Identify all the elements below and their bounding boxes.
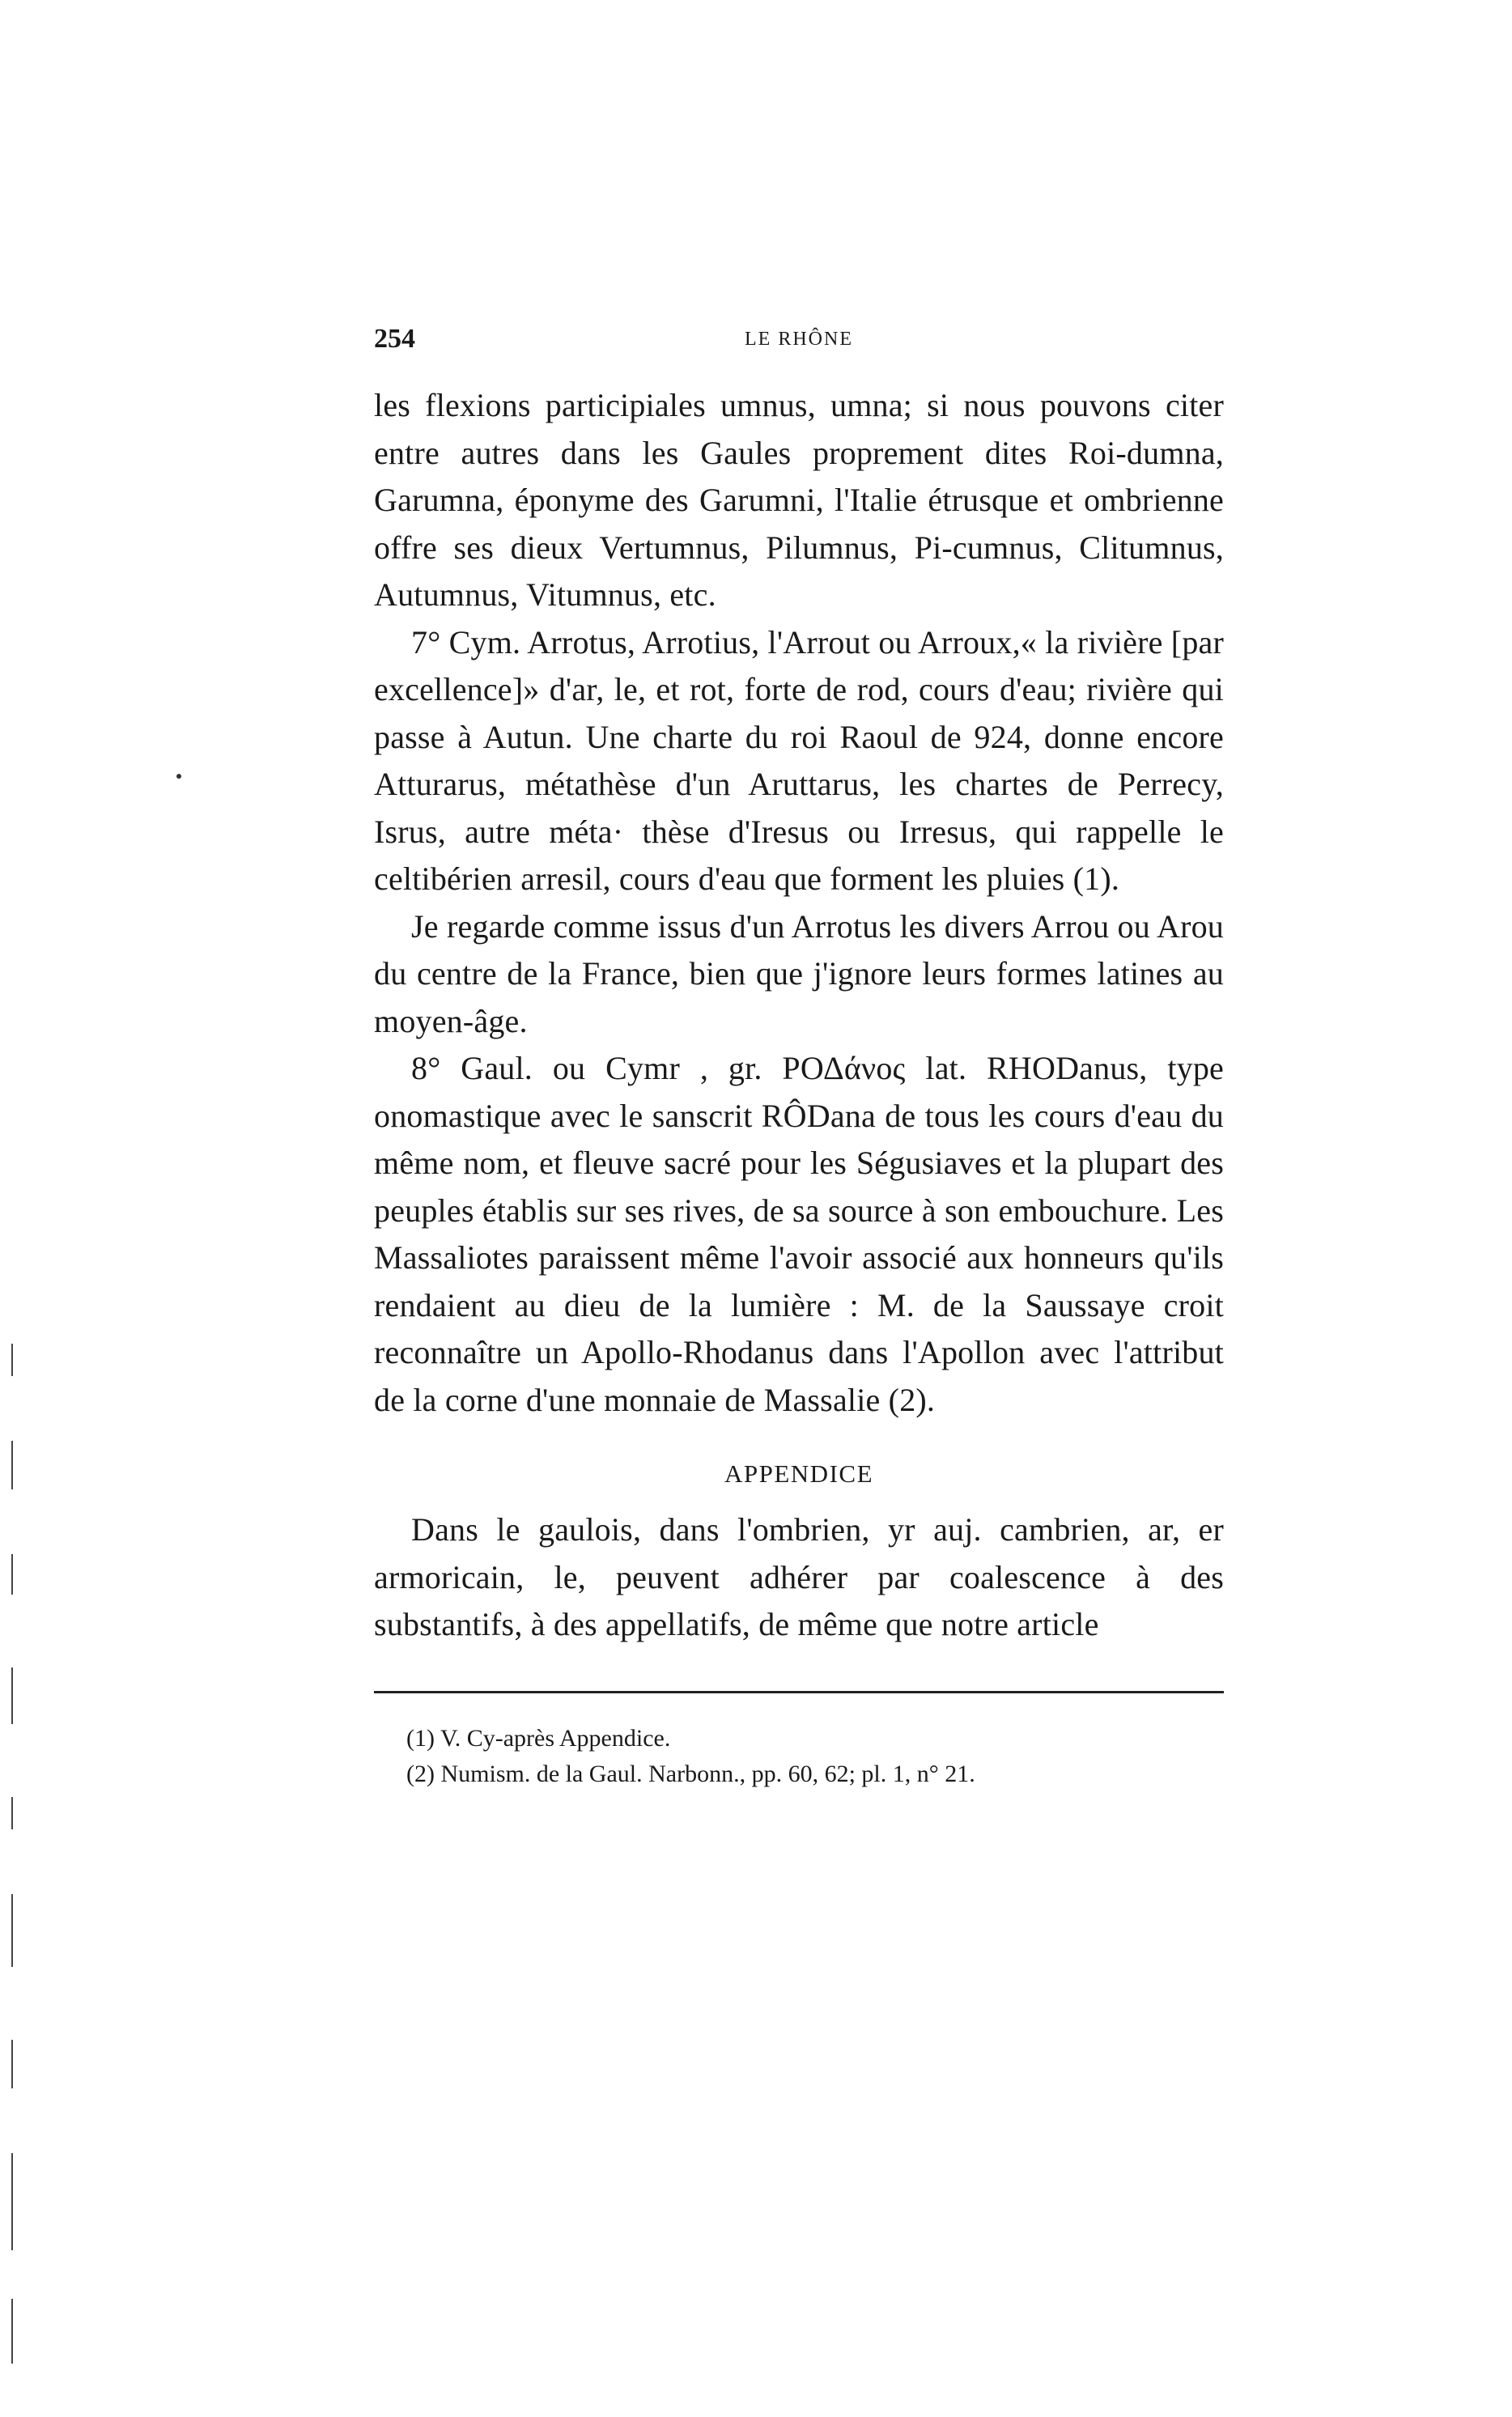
scan-margin-marks: [11, 1344, 16, 2412]
footnote-divider: [374, 1691, 1224, 1693]
paragraph-arrotus: 7° Cym. Arrotus, Arrotius, l'Arrout ou Arroux,« la rivière [par excellence]» d'ar, le, et rot, forte de rod, cours d'eau; rivière qui passe à Autun. Une charte du roi Raoul de 924, donne encore Atturarus, métathèse d'un Aruttarus, les chartes de Perrecy, Isrus, autre méta· thèse d'Iresus ou Irresus, qui rappelle le celtibérien arresil, cours d'eau que forment les pluies (1).: [374, 623, 1224, 897]
footnote-1: (1) V. Cy-après Appendice.: [406, 1724, 671, 1752]
footnote-2: (2) Numism. de la Gaul. Narbonn., pp. 60, 62; pl. 1, n° 21.: [406, 1760, 975, 1787]
paragraph-arrou: Je regarde comme issus d'un Arrotus les divers Arrou ou Arou du centre de la France, bien que j'ignore leurs formes latines au moyen-âge.: [374, 907, 1224, 1039]
main-text: [374, 382, 1224, 1424]
footnotes: [374, 1721, 1224, 1792]
page-number: 254: [374, 324, 415, 354]
paragraph-1: les flexions participiales umnus, umna; si nous pouvons citer entre autres dans les Gaules proprement dites Roi-dumna, Garumna, éponyme des Garumni, l'Italie étrusque et ombrienne offre ses dieux Vertumnus, Pilumnus, Pi-cumnus, Clitumnus, Autumnus, Vitumnus, etc.: [374, 387, 1224, 613]
margin-speck: [176, 774, 181, 779]
appendix-heading: APPENDICE: [724, 1459, 873, 1488]
appendix-paragraph: Dans le gaulois, dans l'ombrien, yr auj. cambrien, ar, er armoricain, le, peuvent adhérer par coalescence à des substantifs, à des appellatifs, de même que notre article: [374, 1511, 1224, 1642]
book-page: [374, 324, 1224, 1792]
paragraph-rhodanus: 8° Gaul. ou Cymr , gr. ΡΟΔάνος lat. RHODanus, type onomastique avec le sanscrit RÔDana de tous les cours d'eau du même nom, et fleuve sacré pour les Ségusiaves et la plupart des peuples établis sur ses rives, de sa source à son embouchure. Les Massaliotes paraissent même l'avoir associé aux honneurs qu'ils rendaient au dieu de la lumière : M. de la Saussaye croit reconnaître un Apollo-Rhodanus dans l'Apollon avec l'attribut de la corne d'une monnaie de Massalie (2).: [374, 1050, 1224, 1418]
appendix-text-block: [374, 1506, 1224, 1649]
running-head: [374, 324, 1224, 372]
running-title: LE RHÔNE: [745, 329, 853, 350]
